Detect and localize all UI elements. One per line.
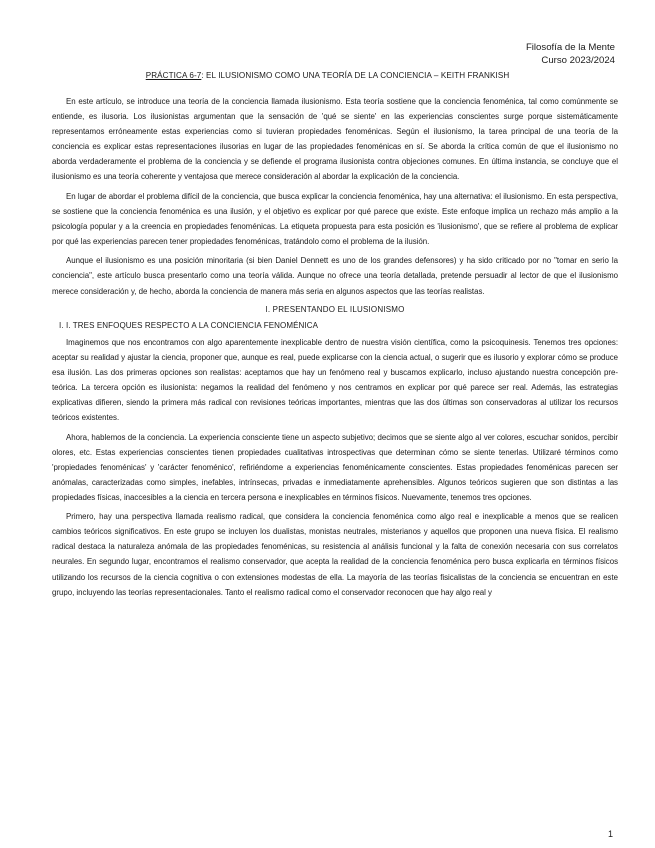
course-name: Filosofía de la Mente	[525, 42, 615, 53]
document-title	[56, 71, 599, 80]
intro-paragraph-3: Aunque el ilusionismo es una posición minoritaria (si bien Daniel Dennett es uno de los grandes defensores) y ha sido criticado por no "tomar en serio la conciencia", este artículo busca presentarlo como una teoría válida. Aunque no ofrece una teoría detallada, pretende persuadir al lector de que el ilusionismo merece consideración y, de hecho, aborda la conciencia de manera más seria en algunos aspectos que las teorías realistas.	[52, 256, 618, 296]
intro-paragraph-1: En este artículo, se introduce una teoría de la conciencia llamada ilusionismo. Esta teoría sostiene que la conciencia fenoménica, tal como comúnmente se entiende, es ilusoria. Los ilusionistas argumentan que la sensación de 'qué se siente' en las experiencias conscientes surge porque sistemáticamente representamos erróneamente estas experiencias como si tuvieran propiedades fenoménicas. Según el ilusionismo, la tarea principal de una teoría de la conciencia es explicar estas representaciones ilusorias en lugar de las propiedades fenoménicas en sí. Se aborda la crítica común de que el ilusionismo no aborda verdaderamente el problema de la conciencia y se defiende el programa ilusionista contra objeciones comunes. En última instancia, se concluye que el ilusionismo es una teoría coherente y ventajosa que merece consideración al abordar la explicación de la conciencia.	[52, 97, 618, 182]
course-year: Curso 2023/2024	[541, 54, 615, 66]
intro-paragraph-2: En lugar de abordar el problema difícil de la conciencia, que busca explicar la conciencia fenoménica, hay una alternativa: el ilusionismo. En esta perspectiva, se sostiene que la conciencia fenoménica es una ilusión, y el objetivo es explicar por qué parece que existe. Este enfoque implica un rechazo más amplio a la psicología popular y a la creencia en propiedades fenoménicas. La etiqueta propuesta para esta posición es 'ilusionismo', que se refiere al problema de explicar por qué las experiencias parecen tener propiedades fenoménicas, tratándolo como el problema de la ilusión.	[52, 191, 618, 247]
document-body	[52, 94, 618, 604]
practice-label: PRÁCTICA 6-7	[145, 71, 202, 80]
section-paragraph-2: Ahora, hablemos de la conciencia. La experiencia consciente tiene un aspecto subjetivo; decimos que se siente algo al ver colores, escuchar sonidos, percibir olores, etc. Estas experiencias conscientes tienen propiedades cualitativas introspectivas que determinan cómo se siente tenerlas. Utilizaré términos como 'propiedades fenoménicas' y 'carácter fenoménico', refiriéndome a experiencias fenoménicamente conscientes. Estas propiedades fenoménicas parecen ser anómalas, caracterizadas como simples, inefables, intrínsecas, privadas e inmediatamente aprehensibles. Algunos teóricos sugieren que son distintas a las propiedades físicas, inaccesibles a la ciencia en tercera persona e inexplicables en términos físicos. Nuevamente, tenemos tres opciones.	[52, 432, 618, 502]
page-number: 1	[607, 829, 613, 839]
section-heading: I. PRESENTANDO EL ILUSIONISMO	[265, 304, 405, 314]
section-paragraph-1: Imaginemos que nos encontramos con algo aparentemente inexplicable dentro de nuestra visión científica, como la psicoquinesis. Tenemos tres opciones: aceptar su realidad y ajustar la ciencia, proponer que, aunque es real, puede explicarse con la ciencia actual, o sugerir que es ilusorio y explorar cómo se produce esa ilusión. Las dos primeras opciones son realistas: aceptamos que hay un fenómeno real y buscamos explicarlo, incluso ajustando nuestra concepción pre-teórica. La tercera opción es ilusionista: negamos la realidad del fenómeno y nos centramos en explicar por qué parece ser real. Además, las estrategias explicativas difieren, siendo la primera más radical con revisiones teóricas importantes, mientras que las dos últimas son conservadoras al utilizar los recursos teóricos existentes.	[52, 337, 618, 423]
subsection-heading: I. I. TRES ENFOQUES RESPECTO A LA CONCIENCIA FENOMÉNICA	[59, 320, 319, 330]
page-header	[526, 42, 615, 67]
section-paragraph-3: Primero, hay una perspectiva llamada realismo radical, que considera la conciencia fenoménica como algo real e inexplicable a menos que se realicen cambios teóricos significativos. En este grupo se incluyen los dualistas, monistas neutrales, misterianos y aquellos que proponen una nueva física. El realismo radical destaca la naturaleza anómala de las propiedades fenoménicas, su resistencia al análisis funcional y la falta de conexión necesaria con sus correlatos neurales. En segundo lugar, encontramos el realismo conservador, que acepta la realidad de la conciencia fenoménica pero busca explicarla en términos físicos utilizando los recursos de la ciencia cognitiva o con extensiones modestas de ella. La mayoría de las teorías fisicalistas de la conciencia se encuentran en este grupo, incluyendo las teorías representacionales. Tanto el realismo radical como el conservador reconocen que hay algo real y	[52, 512, 618, 597]
title-text: : EL ILUSIONISMO COMO UNA TEORÍA DE LA CONCIENCIA – KEITH FRANKISH	[201, 71, 510, 80]
